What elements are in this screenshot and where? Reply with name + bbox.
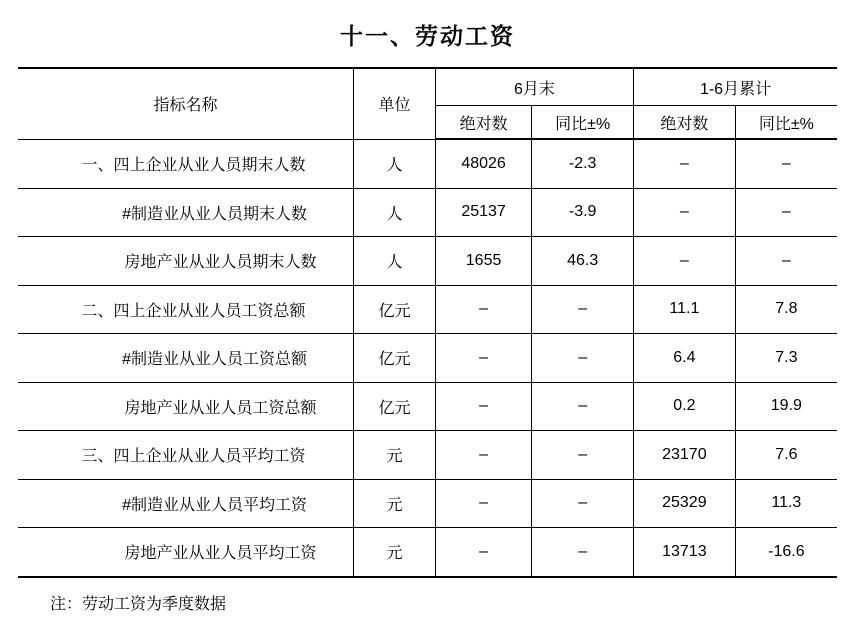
row-label: #制造业从业人员工资总额: [18, 334, 354, 383]
row-june-yoy: –: [532, 479, 634, 528]
row-label: 房地产业从业人员平均工资: [18, 528, 354, 577]
column-header-indicator: 指标名称: [18, 68, 354, 139]
row-unit: 亿元: [354, 285, 436, 334]
row-cumulative-absolute: 6.4: [634, 334, 736, 383]
table-row: [18, 334, 837, 383]
table-row: [18, 285, 837, 334]
row-cumulative-absolute: –: [634, 237, 736, 286]
row-unit: 亿元: [354, 334, 436, 383]
row-june-yoy: 46.3: [532, 237, 634, 286]
row-label: 二、四上企业从业人员工资总额: [18, 285, 354, 334]
row-cumulative-yoy: -16.6: [735, 528, 837, 577]
column-header-cumulative-absolute: 绝对数: [634, 106, 736, 140]
row-june-yoy: -2.3: [532, 139, 634, 188]
row-cumulative-yoy: 7.6: [735, 431, 837, 480]
row-cumulative-yoy: –: [735, 139, 837, 188]
row-june-absolute: –: [435, 382, 531, 431]
table-row: [18, 188, 837, 237]
row-cumulative-absolute: 13713: [634, 528, 736, 577]
table-row: [18, 528, 837, 577]
table-row: [18, 431, 837, 480]
row-june-absolute: –: [435, 334, 531, 383]
row-june-absolute: –: [435, 285, 531, 334]
table-row: [18, 237, 837, 286]
table-head: [18, 68, 837, 139]
row-cumulative-absolute: 11.1: [634, 285, 736, 334]
row-cumulative-yoy: 11.3: [735, 479, 837, 528]
row-label: 房地产业从业人员期末人数: [18, 237, 354, 286]
table-note: 注：劳动工资为季度数据: [50, 595, 227, 613]
column-header-june-yoy: 同比±%: [532, 106, 634, 140]
table-header-row: [18, 68, 837, 106]
column-header-june-absolute: 绝对数: [435, 106, 531, 140]
row-unit: 亿元: [354, 382, 436, 431]
row-label: 三、四上企业从业人员平均工资: [18, 431, 354, 480]
row-cumulative-yoy: 7.3: [735, 334, 837, 383]
table-body: [18, 139, 837, 577]
column-group-header-june: 6月末: [435, 68, 633, 106]
row-june-yoy: –: [532, 334, 634, 383]
row-june-yoy: –: [532, 285, 634, 334]
row-unit: 人: [354, 139, 436, 188]
row-label: 一、四上企业从业人员期末人数: [18, 139, 354, 188]
row-june-absolute: 25137: [435, 188, 531, 237]
row-june-yoy: –: [532, 431, 634, 480]
page-title: 十一、劳动工资: [340, 23, 515, 49]
table-row: [18, 382, 837, 431]
column-header-cumulative-yoy: 同比±%: [735, 106, 837, 140]
row-cumulative-absolute: –: [634, 188, 736, 237]
row-label: 房地产业从业人员工资总额: [18, 382, 354, 431]
row-cumulative-absolute: 23170: [634, 431, 736, 480]
labor-wage-table: [18, 67, 837, 578]
row-unit: 元: [354, 528, 436, 577]
row-june-absolute: –: [435, 528, 531, 577]
table-row: [18, 479, 837, 528]
row-unit: 元: [354, 479, 436, 528]
row-cumulative-yoy: –: [735, 237, 837, 286]
row-label: #制造业从业人员平均工资: [18, 479, 354, 528]
table-row: [18, 139, 837, 188]
row-cumulative-yoy: –: [735, 188, 837, 237]
row-unit: 人: [354, 237, 436, 286]
row-june-absolute: –: [435, 431, 531, 480]
row-june-absolute: –: [435, 479, 531, 528]
row-cumulative-absolute: 0.2: [634, 382, 736, 431]
document-page: [0, 18, 855, 632]
row-cumulative-absolute: –: [634, 139, 736, 188]
row-cumulative-yoy: 7.8: [735, 285, 837, 334]
column-group-header-cumulative: 1-6月累计: [634, 68, 837, 106]
row-unit: 人: [354, 188, 436, 237]
column-header-unit: 单位: [354, 68, 436, 139]
row-june-yoy: –: [532, 382, 634, 431]
row-unit: 元: [354, 431, 436, 480]
row-june-absolute: 48026: [435, 139, 531, 188]
row-cumulative-absolute: 25329: [634, 479, 736, 528]
row-june-absolute: 1655: [435, 237, 531, 286]
row-june-yoy: –: [532, 528, 634, 577]
row-label: #制造业从业人员期末人数: [18, 188, 354, 237]
row-june-yoy: -3.9: [532, 188, 634, 237]
row-cumulative-yoy: 19.9: [735, 382, 837, 431]
